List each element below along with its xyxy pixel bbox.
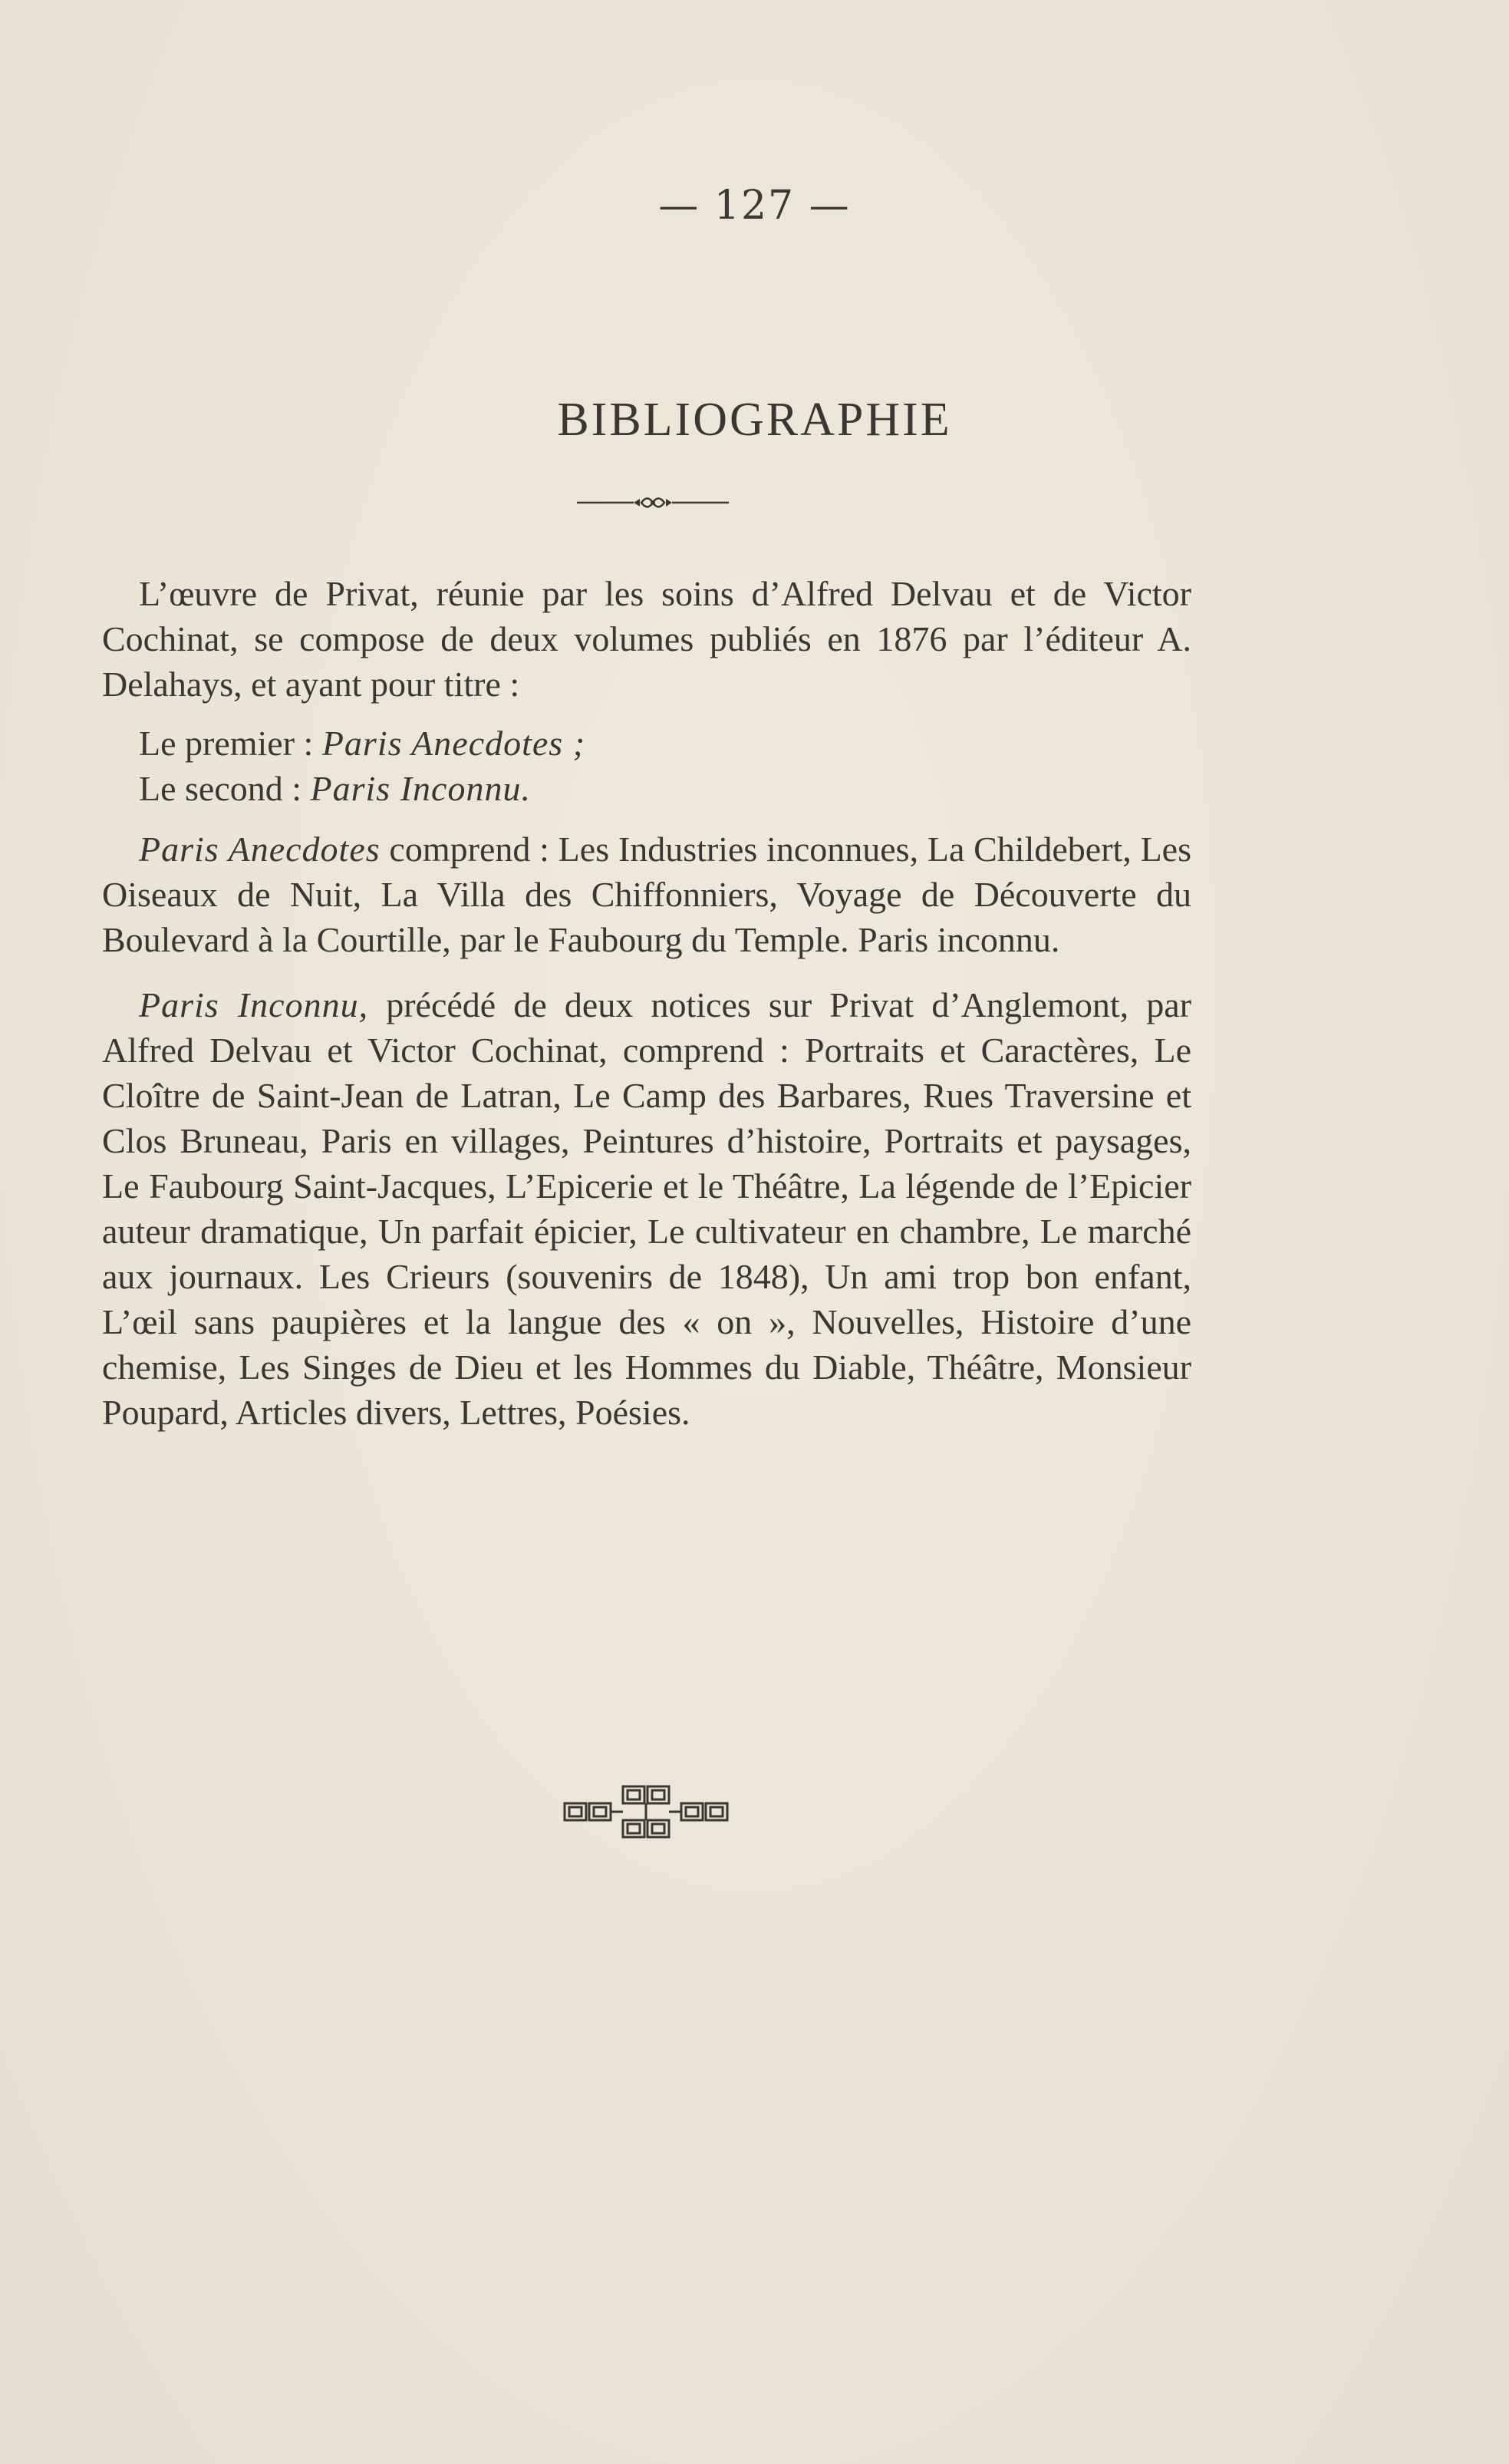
page-number: — 127 —: [658, 183, 851, 229]
volume-line-first: [102, 721, 1191, 766]
intro-paragraph: L’œuvre de Privat, réunie par les soins d’Alfred Delvau et de Victor Cochinat, se compose de deux volumes publiés en 1876 par l’éditeur A. Delahays, et ayant pour titre :: [102, 574, 1191, 704]
page-title: BIBLIOGRAPHIE: [557, 394, 952, 446]
volume-suffix: ;: [563, 724, 586, 763]
bibliography-text: [102, 571, 1191, 1435]
paris-anecdotes-title: Paris Anecdotes: [139, 830, 381, 869]
end-fleuron-icon: [562, 1779, 730, 1840]
volume-suffix: .: [521, 769, 531, 808]
volume-prefix: Le second :: [139, 769, 311, 808]
paris-inconnu-title: Paris Inconnu,: [139, 985, 369, 1024]
volume-line-second: [102, 766, 1191, 811]
volume-prefix: Le premier :: [139, 724, 322, 763]
paris-inconnu-paragraph: [102, 982, 1191, 1435]
volume-title: Paris Anecdotes: [321, 724, 564, 763]
paris-anecdotes-contents: comprend : Les Industries inconnues, La Childebert, Les Oiseaux de Nuit, La Villa des Chiffonniers, Voyage de Découverte du Boulevard à la Courtille, par le Faubourg du Temple. Paris inconnu.: [102, 830, 1191, 959]
volume-title: Paris Inconnu: [310, 769, 522, 808]
divider-ornament-icon: [574, 491, 732, 514]
paris-inconnu-contents: précédé de deux notices sur Privat d’Anglemont, par Alfred Delvau et Victor Cochinat, comprend : Portraits et Caractères, Le Cloître de Saint-Jean de Latran, Le Camp des Barbares, Rues Traversine et Clos Bruneau, Paris en villages, Peintures d’histoire, Portraits et paysages, Le Faubourg Saint-Jacques, L’Epicerie et le Théâtre, La légende de l’Epicier auteur dramatique, Un parfait épicier, Le cultivateur en chambre, Le marché aux journaux. Les Crieurs (souvenirs de 1848), Un ami trop bon enfant, L’œil sans paupières et la langue des « on », Nouvelles, Histoire d’une chemise, Les Singes de Dieu et les Hommes du Diable, Théâtre, Monsieur Poupard, Articles divers, Lettres, Poésies.: [102, 985, 1192, 1432]
paris-anecdotes-paragraph: [102, 826, 1191, 962]
